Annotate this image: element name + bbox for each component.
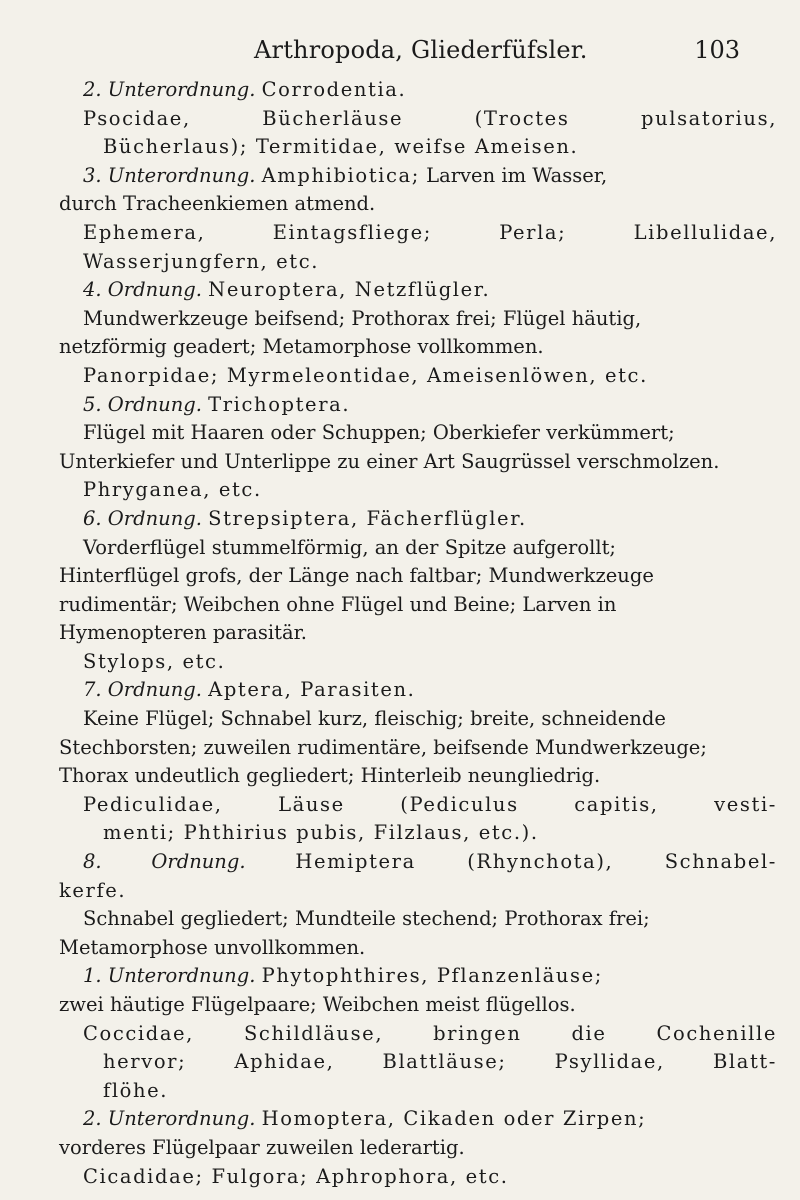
- text-line: [59, 648, 770, 677]
- text-run: Hymenopteren parasitär.: [59, 621, 307, 645]
- text-line: [59, 676, 770, 705]
- spaced-term: kerfe.: [59, 878, 127, 902]
- section-heading: 7. Ordnung.: [83, 678, 202, 702]
- text-line: [59, 1048, 777, 1077]
- text-run: [246, 850, 296, 873]
- spaced-term: Aptera, Parasiten.: [208, 678, 416, 702]
- text-run: vorderes Flügelpaar zuweilen lederartig.: [59, 1135, 465, 1159]
- text-line: [59, 105, 777, 134]
- text-line: [59, 905, 770, 934]
- spaced-term: Coccidae, Schildläuse, bringen die Cochenille: [83, 1021, 777, 1045]
- text-line: [59, 762, 770, 791]
- text-line: [59, 591, 770, 620]
- text-run: Larven im Wasser,: [419, 163, 608, 187]
- spaced-term: Trichoptera.: [208, 392, 351, 416]
- text-run: Keine Flügel; Schnabel kurz, fleischig; breite, schneidende: [83, 707, 666, 731]
- text-run: Schnabel gegliedert; Mundteile stechend; Prothorax frei;: [83, 907, 650, 931]
- text-line: [59, 219, 777, 248]
- text-run: Thorax undeutlich gegliedert; Hinterleib neungliedrig.: [59, 764, 601, 788]
- text-run: Stechborsten; zuweilen rudimentäre, beifsende Mundwerkzeuge;: [59, 735, 707, 759]
- spaced-term: Psocidae, Bücherläuse (Troctes pulsatorius,: [83, 106, 777, 130]
- spaced-term: Phryganea, etc.: [83, 478, 262, 502]
- section-heading: 8. Ordnung.: [83, 850, 246, 874]
- text-line: [59, 1077, 770, 1106]
- text-line: [59, 276, 770, 305]
- section-heading: 1. Unterordnung.: [83, 964, 256, 988]
- spaced-term: Bücherlaus); Termitidae, weifse Ameisen.: [103, 135, 579, 159]
- text-line: [59, 1163, 770, 1192]
- text-run: zwei häutige Flügelpaare; Weibchen meist flügellos.: [59, 993, 576, 1016]
- spaced-term: Strepsiptera, Fächerflügler.: [208, 506, 527, 530]
- text-line: [59, 991, 770, 1020]
- text-line: [59, 962, 770, 991]
- text-line: [59, 1134, 770, 1163]
- text-run: netzförmig geadert; Metamorphose vollkommen.: [59, 335, 544, 359]
- spaced-term: menti; Phthirius pubis, Filzlaus, etc.).: [103, 821, 539, 845]
- text-line: [59, 562, 770, 591]
- section-heading: 4. Ordnung.: [83, 278, 202, 302]
- spaced-term: Amphibiotica;: [261, 163, 420, 187]
- text-line: [59, 76, 770, 105]
- text-line: [59, 362, 770, 391]
- body-text: [59, 76, 777, 1191]
- section-heading: 3. Unterordnung.: [83, 163, 256, 187]
- text-line: [59, 934, 770, 963]
- text-run: Vorderflügel stummelförmig, an der Spitze aufgerollt;: [83, 535, 616, 559]
- text-run: Hinterflügel grofs, der Länge nach faltbar; Mundwerkzeuge: [59, 564, 654, 588]
- text-line: [59, 705, 770, 734]
- text-line: [59, 1105, 770, 1134]
- text-line: [59, 534, 770, 563]
- spaced-term: Cicadidae; Fulgora; Aphrophora, etc.: [83, 1164, 509, 1188]
- spaced-term: Panorpidae; Myrmeleontidae, Ameisenlöwen, etc.: [83, 363, 648, 387]
- section-heading: 2. Unterordnung.: [83, 1107, 256, 1131]
- spaced-term: Stylops, etc.: [83, 649, 226, 673]
- text-run: rudimentär; Weibchen ohne Flügel und Beine; Larven in: [59, 592, 617, 616]
- text-line: [59, 1020, 777, 1049]
- text-line: [59, 448, 770, 477]
- spaced-term: Corrodentia.: [261, 78, 407, 101]
- text-run: Unterkiefer und Unterlippe zu einer Art Saugrüssel verschmolzen.: [59, 449, 720, 473]
- text-run: Mundwerkzeuge beifsend; Prothorax frei; Flügel häutig,: [83, 306, 642, 330]
- spaced-term: Hemiptera (Rhynchota), Schnabel-: [295, 850, 777, 874]
- spaced-term: Ephemera, Eintagsfliege; Perla; Libellulidae,: [83, 220, 777, 244]
- spaced-term: Neuroptera, Netzflügler.: [208, 278, 491, 302]
- text-run: durch Tracheenkiemen atmend.: [59, 192, 376, 216]
- text-line: [59, 391, 770, 420]
- text-line: [59, 190, 770, 219]
- text-line: [59, 162, 770, 191]
- text-line: [59, 476, 770, 505]
- text-run: Flügel mit Haaren oder Schuppen; Oberkiefer verkümmert;: [83, 421, 675, 445]
- spaced-term: flöhe.: [103, 1078, 169, 1102]
- text-line: [59, 619, 770, 648]
- section-heading: 6. Ordnung.: [83, 506, 202, 530]
- text-line: [59, 419, 770, 448]
- spaced-term: hervor; Aphidae, Blattläuse; Psyllidae, Blatt-: [103, 1050, 777, 1074]
- text-line: [59, 877, 770, 906]
- spaced-term: Wasserjungfern, etc.: [83, 249, 320, 273]
- spaced-term: Homoptera, Cikaden oder Zirpen;: [261, 1107, 647, 1131]
- text-line: [59, 734, 770, 763]
- section-heading: 5. Ordnung.: [83, 392, 202, 416]
- text-run: Metamorphose unvollkommen.: [59, 935, 366, 959]
- spaced-term: Phytophthires, Pflanzenläuse;: [261, 964, 603, 988]
- section-heading: 2. Unterordnung.: [83, 78, 256, 101]
- spaced-term: Pediculidae, Läuse (Pediculus capitis, vesti-: [83, 792, 777, 816]
- text-line: [59, 248, 770, 277]
- text-line: [59, 791, 777, 820]
- running-title: Arthropoda, Gliederfüfsler.: [254, 36, 588, 64]
- text-line: [59, 133, 770, 162]
- page-number: 103: [694, 36, 740, 64]
- text-line: [59, 505, 770, 534]
- text-line: [59, 848, 777, 877]
- running-head: [59, 28, 770, 68]
- text-line: [59, 305, 770, 334]
- text-line: [59, 819, 770, 848]
- text-line: [59, 333, 770, 362]
